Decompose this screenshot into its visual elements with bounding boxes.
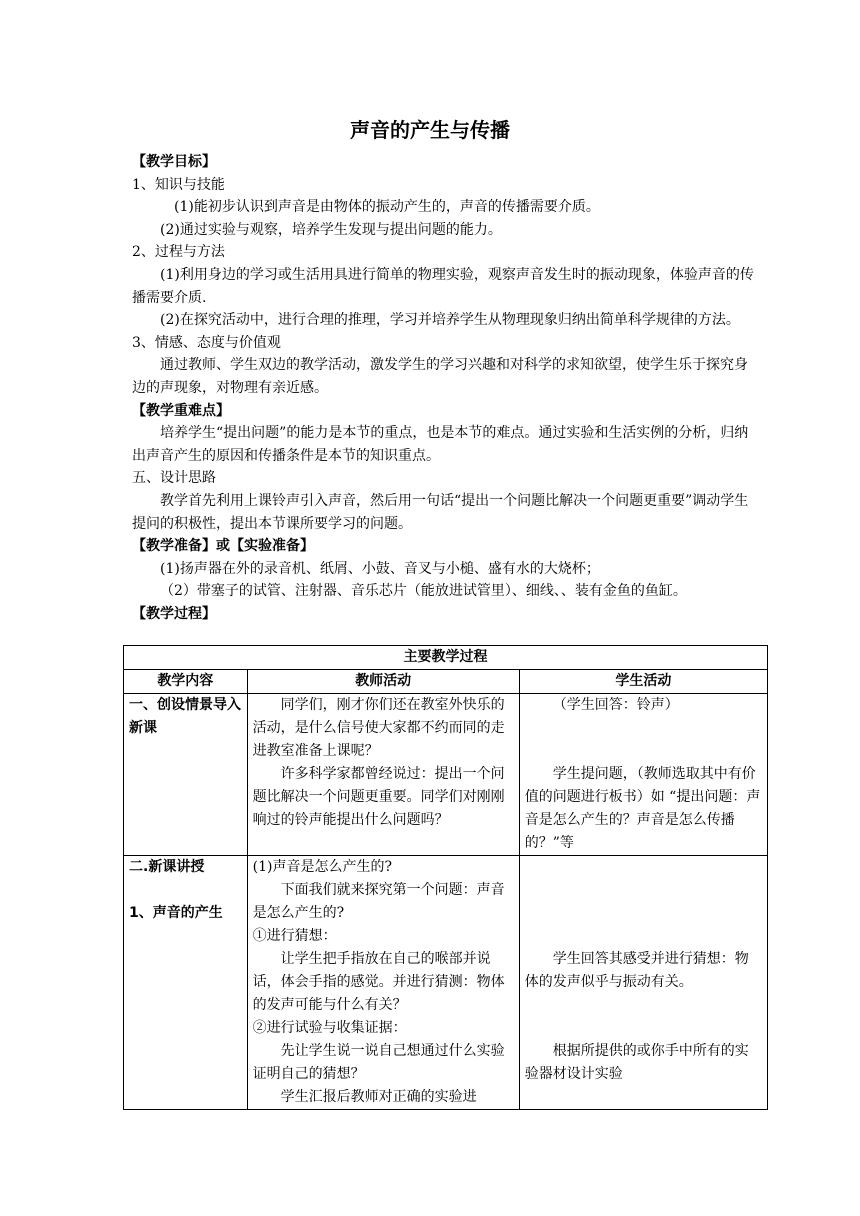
paragraph: (2)在探究活动中，进行合理的推理，学习并培养学生从物理现象归纳出简单科学规律的方法。 — [160, 312, 740, 329]
student-text: （学生回答：铃声） — [552, 697, 679, 713]
table-cell — [519, 856, 767, 1110]
paragraph: 教学首先利用上课铃声引入声音，然后用一句话“提出一个问题比解决一个问题更重要”调动学生提问的积极性，提出本节课所要学习的问题。 — [132, 492, 749, 532]
table-caption: 主要教学过程 — [124, 646, 768, 670]
column-header: 学生活动 — [519, 670, 767, 694]
table-cell — [247, 694, 519, 856]
student-text: 根据所提供的或你手中所有的实验器材设计实验 — [524, 1043, 749, 1082]
table-cell — [247, 856, 519, 1110]
spacer — [525, 856, 762, 879]
student-text: 学生提问题，（教师选取其中有价值的问题进行板书）如 “提出问题：声音是怎么产生的？声音是怎么传播的？”等 — [524, 766, 761, 851]
document-body — [132, 151, 758, 625]
paragraph: (1)能初步认识到声音是由物体的振动产生的，声音的传播需要介质。 — [174, 199, 600, 216]
teaching-process-table — [123, 645, 768, 1110]
paragraph: (1)利用身边的学习或生活用具进行简单的物理实验，观察声音发生时的振动现象，体验声音的传播需要介质. — [132, 266, 754, 306]
section-heading-key-points: 【教学重难点】 — [132, 402, 230, 419]
content-label: 一、创设情景导入新课 — [129, 697, 241, 736]
student-text: 学生回答其感受并进行猜想：物体的发声似乎与振动有关。 — [524, 951, 749, 990]
teacher-text: 下面我们就来探究第一个问题：声音是怎么产生的? — [252, 882, 505, 921]
column-header: 教学内容 — [124, 670, 248, 694]
section-heading-preparation: 【教学准备】或【实验准备】 — [132, 538, 314, 555]
document-title: 声音的产生与传播 — [350, 118, 510, 142]
table-header-row — [124, 670, 768, 694]
table-caption-row — [124, 646, 768, 670]
paragraph: 通过教师、学生双边的教学活动，激发学生的学习兴趣和对科学的求知欲望，使学生乐于探究身边的声现象，对物理有亲近感。 — [132, 357, 748, 396]
teacher-text: ②进行试验与收集证据： — [252, 1020, 407, 1036]
teacher-text: 学生汇报后教师对正确的实验进 — [280, 1089, 477, 1105]
teacher-text: 同学们，刚才你们还在教室外快乐的活动，是什么信号使大家都不约而同的走进教室准备上课呢？ — [252, 697, 505, 759]
section-heading-goals: 【教学目标】 — [132, 154, 216, 170]
spacer — [525, 925, 762, 948]
subheading-knowledge: 1、知识与技能 — [132, 176, 225, 193]
teacher-text: 先让学生说一说自己想通过什么实验证明自己的猜想？ — [252, 1043, 505, 1082]
paragraph: （2）带塞子的试管、注射器、音乐芯片（能放进试管里）、细线、、装有金鱼的鱼缸。 — [160, 583, 687, 600]
paragraph: (2)通过实验与观察，培养学生发现与提出问题的能力。 — [160, 221, 502, 238]
teacher-text: ①进行猜想： — [252, 928, 337, 944]
section-heading-design: 五、设计思路 — [132, 470, 216, 487]
content-label: 二.新课讲授 — [129, 859, 205, 875]
spacer — [525, 740, 762, 763]
spacer — [525, 717, 762, 740]
spacer — [525, 879, 762, 902]
column-header: 教师活动 — [247, 670, 519, 694]
spacer — [525, 994, 762, 1017]
table-cell — [124, 856, 248, 1110]
spacer — [129, 879, 242, 902]
paragraph: 培养学生“提出问题”的能力是本节的重点，也是本节的难点。通过实验和生活实例的分析，归纳出声音产生的原因和传播条件是本节的知识重点。 — [132, 425, 749, 464]
teacher-text: (1)声音是怎么产生的? — [252, 859, 392, 875]
spacer — [525, 1017, 762, 1040]
teacher-text: 许多科学家都曾经说过：提出一个问题比解决一个问题更重要。同学们对刚刚响过的铃声能提出什么问题吗？ — [252, 766, 505, 828]
subheading-attitude: 3、情感、态度与价值观 — [132, 334, 281, 351]
section-heading-process: 【教学过程】 — [132, 605, 216, 622]
table-cell — [519, 694, 767, 856]
table-cell — [124, 694, 248, 856]
teacher-text: 让学生把手指放在自己的喉部并说话，体会手指的感觉。并进行猜测：物体的发声可能与什么有关？ — [252, 951, 505, 1013]
spacer — [525, 902, 762, 925]
paragraph: (1)扬声器在外的录音机、纸屑、小鼓、音叉与小槌、盛有水的大烧杯； — [160, 560, 600, 577]
table-row — [124, 856, 768, 1110]
table-row — [124, 694, 768, 856]
content-label: 1、声音的产生 — [129, 905, 223, 921]
subheading-process: 2、过程与方法 — [132, 244, 225, 261]
